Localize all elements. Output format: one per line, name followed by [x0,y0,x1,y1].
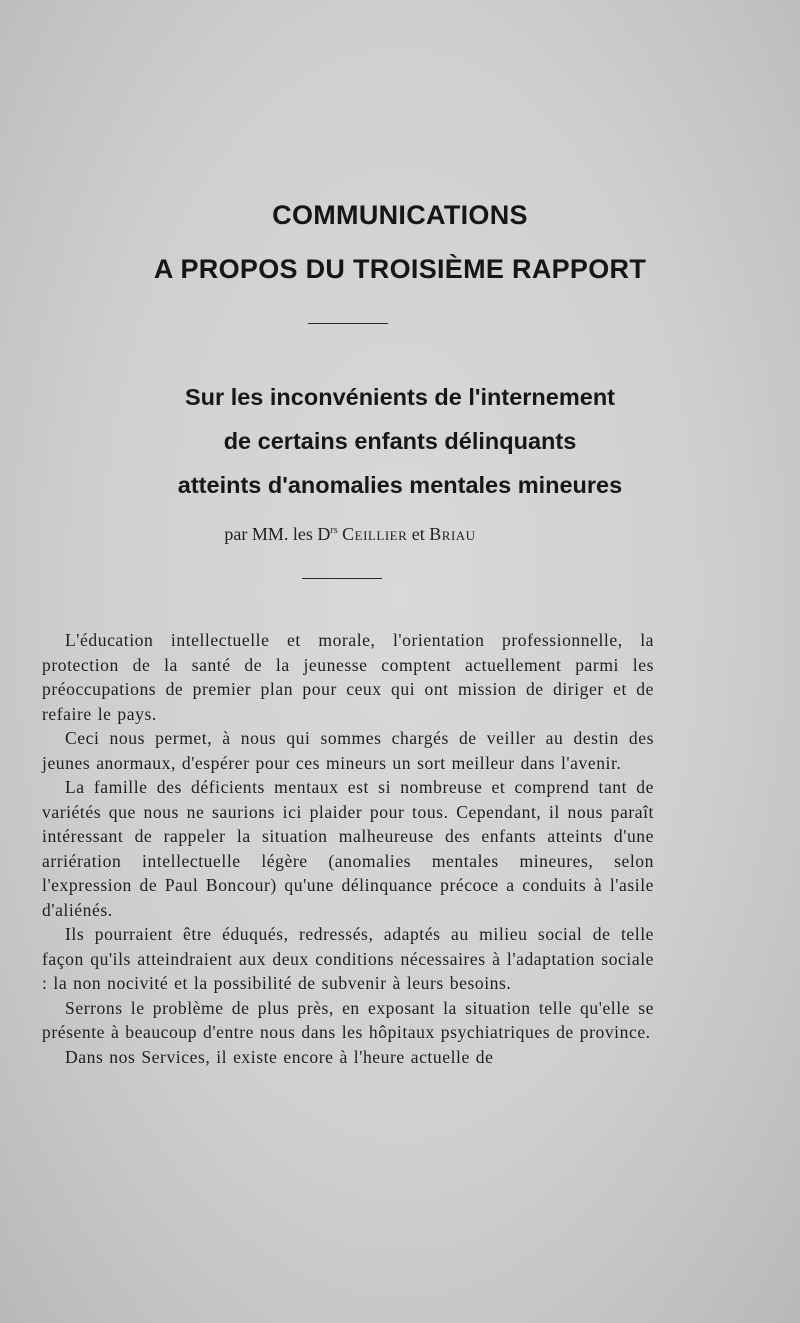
divider-bottom [302,578,382,579]
paragraph-1: L'éducation intellectuelle et morale, l'orientation professionnelle, la protection de la santé de la jeunesse comptent actuellement parmi les préoccupations de premier plan pour ceux qui ont mission de diriger et de refaire le pays. [42,630,654,724]
byline-and: et [411,524,425,544]
paragraph-5: Serrons le problème de plus près, en exposant la situation telle qu'elle se présente à beaucoup d'entre nous dans les hôpitaux psychiatriques de province. [42,997,654,1042]
section-title: COMMUNICATIONS [272,200,528,230]
section-subtitle: A PROPOS DU TROISIÈME RAPPORT [153,254,647,284]
article-title-line-2: de certains enfants délinquants [223,428,577,454]
paragraph-6: Dans nos Services, il existe encore à l'heure actuelle de [65,1046,494,1067]
paragraph-4: Ils pourraient être éduqués, redressés, adaptés au milieu social de telle façon qu'ils atteindraient aux deux conditions nécessaires à l'adaptation sociale : la non nocivité et la possibilité de subvenir à leurs besoins. [42,924,654,993]
article-title-line-1: Sur les inconvénients de l'internement [185,384,615,410]
article-title-line-3: atteints d'anomalies mentales mineures [177,472,623,498]
divider-top [308,323,388,324]
article-body [42,628,654,1069]
paragraph-3: La famille des déficients mentaux est si nombreuse et comprend tant de variétés que nous ne saurions ici plaider pour tous. Cependant, il nous paraît intéressant de rappeler la situation malheureuse des enfants atteints d'une arriération intellectuelle légère (anomalies mentales mineures, selon l'expression de Paul Boncour) qu'une délinquance précoce a conduits à l'asile d'aliénés. [42,777,654,920]
byline-superscript: rs [330,525,338,536]
author-ceillier: Ceillier [342,524,408,544]
author-briau: Briau [429,524,476,544]
byline-prefix: par MM. les D [224,524,331,544]
paragraph-2: Ceci nous permet, à nous qui sommes chargés de veiller au destin des jeunes anormaux, d'espérer pour ces mineurs un sort meilleur dans l'avenir. [42,728,654,773]
byline [0,524,700,545]
